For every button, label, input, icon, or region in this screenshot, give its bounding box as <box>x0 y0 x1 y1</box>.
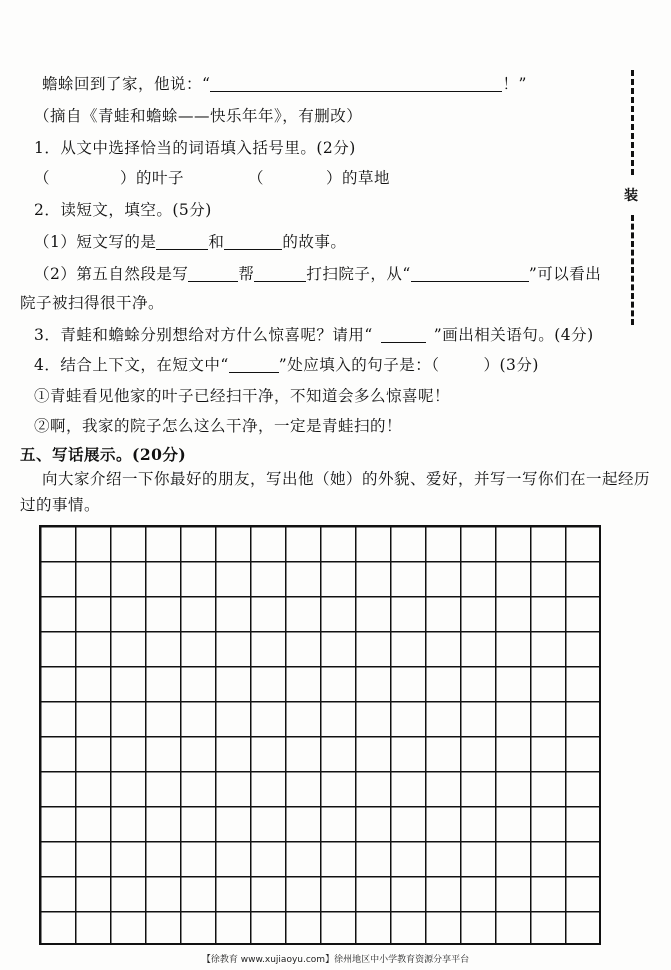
q2-1-and: 和 <box>208 233 225 251</box>
quote-fill-prefix: 蟾蜍回到了家，他说：“ <box>42 75 211 93</box>
q2-2-blank-b[interactable] <box>254 265 306 282</box>
q3-prefix: 3．青蛙和蟾蜍分别想给对方什么惊喜呢？请用“ <box>34 326 373 344</box>
binding-char: 装 <box>624 188 638 204</box>
option-1: ①青蛙看见他家的叶子已经扫干净，不知道会多么惊喜呢！ <box>34 387 451 405</box>
writing-prompt-line-1: 向大家介绍一下你最好的朋友，写出他（她）的外貌、爱好，并写一写你们在一起经历 <box>42 470 651 488</box>
quote-fill-line <box>42 72 527 94</box>
q2-2-prefix: （2）第五自然段是写 <box>34 265 189 283</box>
binding-line-bottom <box>631 215 638 325</box>
question-2: 2．读短文，填空。(5分) <box>34 201 212 219</box>
q2-2-mid: 打扫院子，从“ <box>306 265 411 283</box>
section-5-heading: 五、写话展示。(20分) <box>20 445 187 464</box>
writing-grid[interactable] <box>39 525 601 945</box>
source-note: （摘自《青蛙和蟾蜍——快乐年年》，有删改） <box>34 107 363 125</box>
writing-prompt-line-2: 过的事情。 <box>20 496 101 514</box>
binding-line-top <box>631 70 638 175</box>
q4-prefix: 4．结合上下文，在短文中“ <box>34 356 229 374</box>
quote-fill-suffix: ！” <box>502 75 527 93</box>
question-1: 1．从文中选择恰当的词语填入括号里。(2分) <box>34 139 356 157</box>
q1b-close: ）的草地 <box>326 169 391 187</box>
q2-1-blank-b[interactable] <box>224 233 282 250</box>
quote-blank[interactable] <box>210 75 502 92</box>
q1a-close: ）的叶子 <box>120 169 185 187</box>
q4-suffix: ）(3分) <box>483 356 539 374</box>
q3-underline-sample <box>381 326 426 343</box>
question-2-2 <box>34 262 601 284</box>
question-2-1 <box>34 230 346 252</box>
q4-mid: ”处应填入的句子是：（ <box>278 356 440 374</box>
q2-2-help: 帮 <box>238 265 255 283</box>
question-4 <box>34 353 539 375</box>
footer-watermark: 【徐教育 www.xujiaoyu.com】徐州地区中小学教育资源分享平台 <box>201 955 470 965</box>
q1b-open: （ <box>248 169 265 187</box>
q1a-open: （ <box>34 169 51 187</box>
q2-2-suffix: ”可以看出 <box>528 265 602 283</box>
q2-2-blank-c[interactable] <box>411 265 529 282</box>
question-2-2-continued: 院子被扫得很干净。 <box>20 294 165 312</box>
q2-1-prefix: （1）短文写的是 <box>34 233 157 251</box>
question-3 <box>34 323 594 345</box>
q2-1-suffix: 的故事。 <box>282 233 347 251</box>
q2-2-blank-a[interactable] <box>188 265 238 282</box>
q3-suffix: ”画出相关语句。(4分) <box>433 326 594 344</box>
option-2: ②啊，我家的院子怎么这么干净，一定是青蛙扫的！ <box>34 417 403 435</box>
q2-1-blank-a[interactable] <box>156 233 208 250</box>
question-1-blanks <box>34 166 390 188</box>
q4-blank-ref <box>229 356 279 373</box>
